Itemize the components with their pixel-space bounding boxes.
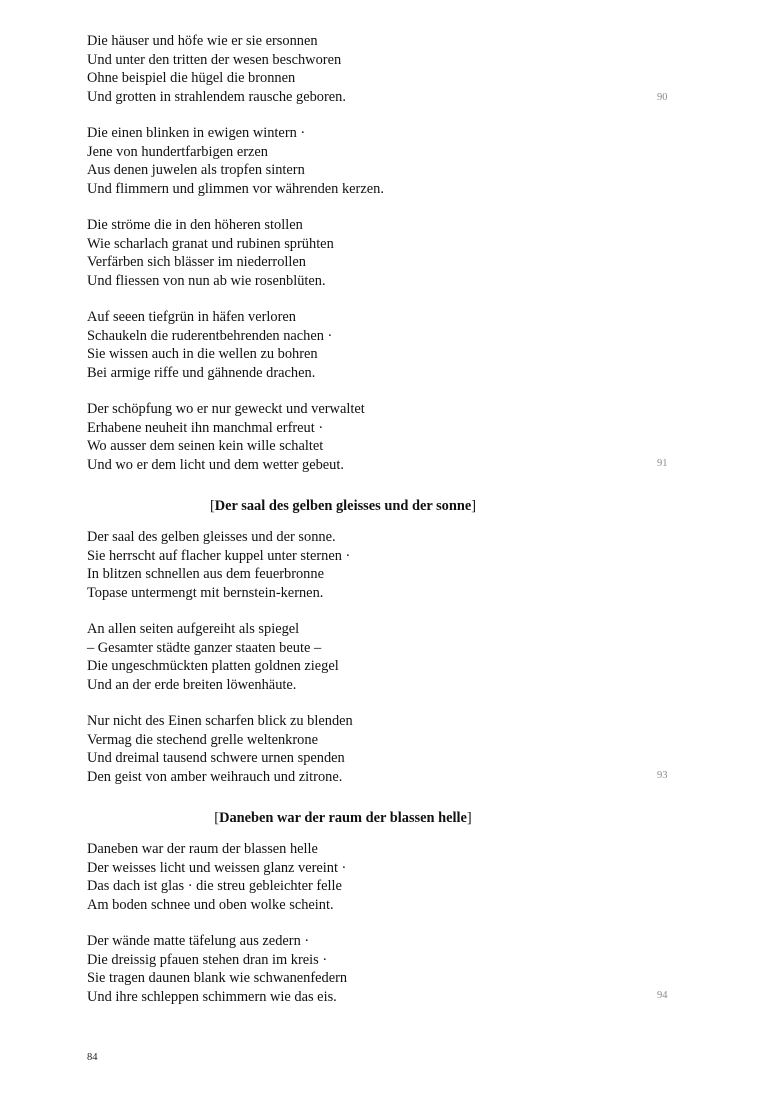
heading-bracket-open: [ bbox=[209, 498, 215, 514]
heading-bracket-close: ] bbox=[466, 810, 472, 826]
margin-number: 91 bbox=[657, 458, 668, 469]
poem-line: Und fliessen von nun ab wie rosenblüten. bbox=[87, 273, 326, 289]
section-heading bbox=[87, 496, 599, 516]
poem-line: Sie wissen auch in die wellen zu bohren bbox=[87, 346, 318, 362]
poem-line: Sie tragen daunen blank wie schwanenfedern bbox=[87, 970, 348, 986]
poem-line: Das dach ist glas · die streu gebleichter felle bbox=[87, 878, 342, 894]
poem-line: Wo ausser dem seinen kein wille schaltet bbox=[87, 438, 324, 454]
poem-line: Der weisses licht und weissen glanz vereint · bbox=[87, 860, 347, 876]
poem-line: Topase untermengt mit bernstein-kernen. bbox=[87, 585, 324, 601]
poem-line: Nur nicht des Einen scharfen blick zu blenden bbox=[87, 713, 353, 729]
poem-line: Und ihre schleppen schimmern wie das eis. bbox=[87, 989, 337, 1005]
poem-line: Und dreimal tausend schwere urnen spenden bbox=[87, 750, 345, 766]
heading-bracket-close: ] bbox=[471, 498, 477, 514]
poem-line: Die einen blinken in ewigen wintern · bbox=[87, 125, 306, 141]
poem-line: Schaukeln die ruderentbehrenden nachen · bbox=[87, 328, 333, 344]
poem-line: Aus denen juwelen als tropfen sintern bbox=[87, 162, 305, 178]
poem-line: Am boden schnee und oben wolke scheint. bbox=[87, 897, 334, 913]
poem-line: Sie herrscht auf flacher kuppel unter sternen · bbox=[87, 548, 351, 564]
margin-number: 90 bbox=[657, 92, 668, 103]
poem-line: Ohne beispiel die hügel die bronnen bbox=[87, 70, 296, 86]
poem-line: Und wo er dem licht und dem wetter gebeut. bbox=[87, 457, 344, 473]
poem-line: Der schöpfung wo er nur geweckt und verwaltet bbox=[87, 401, 365, 417]
poem-line: Verfärben sich blässer im niederrollen bbox=[87, 254, 306, 270]
poem-line: An allen seiten aufgereiht als spiegel bbox=[87, 621, 300, 637]
poem-line: – Gesamter städte ganzer staaten beute – bbox=[87, 640, 322, 656]
heading-text: Daneben war der raum der blassen helle bbox=[219, 810, 467, 826]
poem-line: Und an der erde breiten löwenhäute. bbox=[87, 677, 297, 693]
poem-line: Die dreissig pfauen stehen dran im kreis · bbox=[87, 952, 328, 968]
poem-line: Auf seeen tiefgrün in häfen verloren bbox=[87, 309, 296, 325]
poem-line: Der wände matte täfelung aus zedern · bbox=[87, 933, 310, 949]
poem-line: Wie scharlach granat und rubinen sprühten bbox=[87, 236, 334, 252]
poem-line: Den geist von amber weihrauch und zitrone. bbox=[87, 769, 343, 785]
poem-line: Bei armige riffe und gähnende drachen. bbox=[87, 365, 316, 381]
section-heading bbox=[87, 808, 599, 828]
poem-line: Die häuser und höfe wie er sie ersonnen bbox=[87, 33, 318, 49]
heading-text: Der saal des gelben gleisses und der sonne bbox=[214, 498, 472, 514]
poem-line: Vermag die stechend grelle weltenkrone bbox=[87, 732, 318, 748]
poem-line: Jene von hundertfarbigen erzen bbox=[87, 144, 269, 160]
margin-number: 93 bbox=[657, 770, 668, 781]
heading-bracket-open: [ bbox=[214, 810, 220, 826]
poem-line: Und flimmern und glimmen vor währenden kerzen. bbox=[87, 181, 384, 197]
poem-line: Die ströme die in den höheren stollen bbox=[87, 217, 303, 233]
margin-number: 94 bbox=[657, 990, 668, 1001]
page-number: 84 bbox=[87, 1052, 98, 1063]
poem-line: Die ungeschmückten platten goldnen ziegel bbox=[87, 658, 339, 674]
poem-line: Daneben war der raum der blassen helle bbox=[87, 841, 318, 857]
poem-line: In blitzen schnellen aus dem feuerbronne bbox=[87, 566, 324, 582]
poem-line: Der saal des gelben gleisses und der sonne. bbox=[87, 529, 336, 545]
poem-line: Und unter den tritten der wesen beschworen bbox=[87, 52, 342, 68]
poem-line: Und grotten in strahlendem rausche geboren. bbox=[87, 89, 346, 105]
poem-line: Erhabene neuheit ihn manchmal erfreut · bbox=[87, 420, 324, 436]
